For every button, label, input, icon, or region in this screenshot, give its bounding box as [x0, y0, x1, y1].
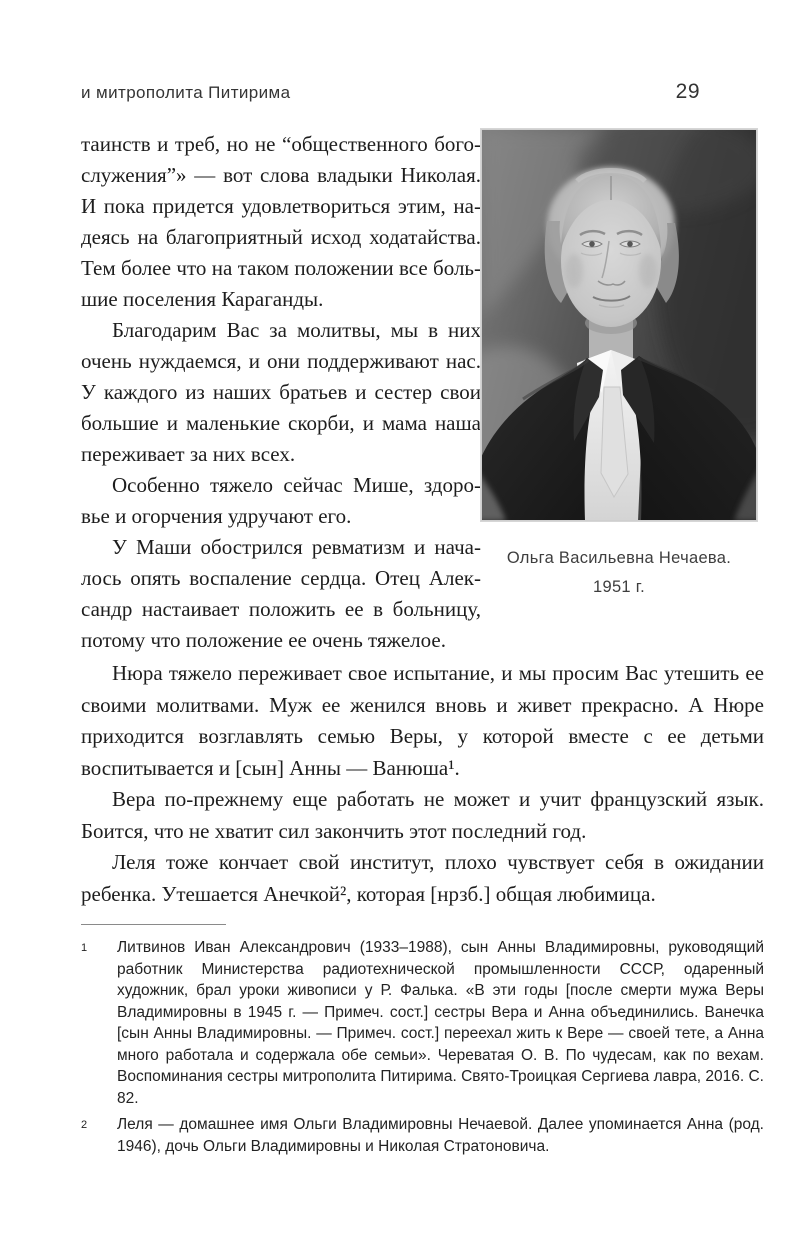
photo-caption-year: 1951 г. — [593, 578, 645, 596]
text-and-photo-block — [81, 129, 764, 656]
paragraph: Благодарим Вас за молитвы, мы в них очень нуждаемся, и они поддерживают нас. У каждого из наших братьев и сестер свои большие и маленькие скорби, и мама наша переживает за них всех. — [81, 318, 481, 466]
full-width-text — [81, 658, 764, 910]
footnote-text: Леля — домашнее имя Ольги Владимировны Нечаевой. Далее упоминается Анна (род. 1946), дочь Ольги Владимировны и Николая Стратоновича. — [117, 1116, 764, 1155]
left-text-column — [81, 129, 481, 656]
photo-caption-name: Ольга Васильевна Нечаева. — [506, 549, 732, 567]
footnote-marker: 2 — [81, 1119, 88, 1131]
footnote-divider — [81, 924, 226, 925]
paragraph: Особенно тяжело сейчас Мише, здоровье и огорчения удручают его. — [81, 473, 481, 528]
footnote-text: Литвинов Иван Александрович (1933–1988), сын Анны Владимировны, руководящий работник Министерства радиотехнической промышленности СССР, одаренный художник, брал уроки живописи у Р. Фалька. «В эти годы [после смерти мужа Веры Владимировны в 1945 г. — Примеч. сост.] сестры Вера и Анна объединились. Ванечка [сын Анны Владимировны. — Примеч. сост.] переехал жить к Вере — своей тете, а Анна много работала и содержала обе семьи». Череватая О. В. По чудесам, как по вехам. Воспоминания сестры митрополита Питирима. Свято-Троицкая Сергиева лавра, 2016. С. 82. — [117, 939, 764, 1107]
photo-caption — [481, 544, 757, 602]
portrait-figure — [481, 129, 757, 602]
running-head-title: и митрополита Питирима — [81, 83, 291, 102]
running-head — [81, 80, 764, 104]
paragraph: Нюра тяжело переживает свое испытание, и мы просим Вас утешить ее своими молитвами. Муж ее женился вновь и живет прекрасно. А Нюре приходится возглавлять семью Веры, у которой вместе с ее детьми воспитывается и [сын] Анны — Ванюша¹. — [81, 661, 764, 780]
footnote-item — [81, 1114, 764, 1157]
footnote-item — [81, 937, 764, 1109]
paragraph: Леля тоже кончает свой институт, плохо чувствует себя в ожидании ребенка. Утешается Анечкой², которая [нрзб.] общая любимица. — [81, 850, 764, 906]
portrait-photo — [481, 129, 757, 521]
page-number: 29 — [675, 80, 700, 103]
paragraph: таинств и треб, но не “общественного богослужения”» — вот слова владыки Николая. И пока придется удовлетвориться этим, надеясь на благоприятный исход ходатайства. Тем более что на таком положении все большие поселения Караганды. — [81, 132, 481, 311]
footnotes-section — [81, 924, 764, 1157]
paragraph: У Маши обострился ревматизм и началось опять воспаление сердца. Отец Александр настаивает положить ее в больницу, потому что положение ее очень тяжелое. — [81, 535, 481, 652]
footnote-marker: 1 — [81, 942, 88, 954]
paragraph: Вера по-прежнему еще работать не может и учит французский язык. Боится, что не хватит сил закончить этот последний год. — [81, 787, 764, 843]
